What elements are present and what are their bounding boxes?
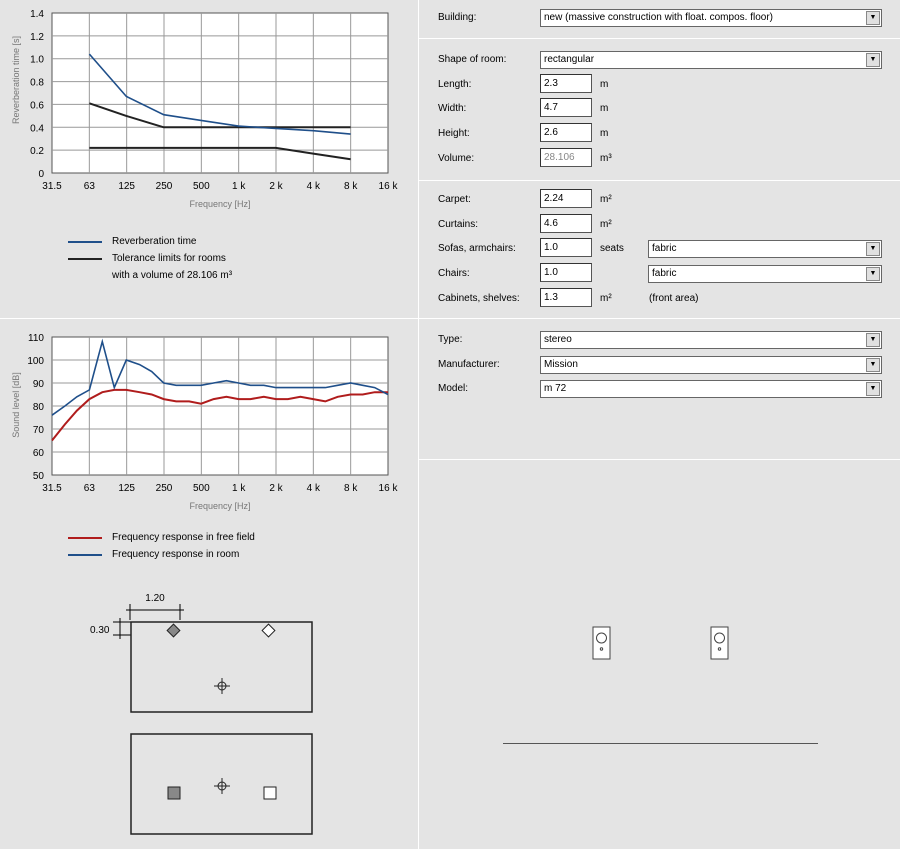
reverb-y-tick: 0.8 [30,77,44,89]
freq-x-ticks [42,483,398,494]
form-divider-2 [419,180,900,181]
form-divider-1 [419,38,900,39]
chairs-label: Chairs: [438,268,470,279]
volume-input [540,148,592,167]
freq-x-tick: 250 [155,483,173,494]
height-label: Height: [438,128,470,139]
reverb-x-tick: 63 [83,181,95,192]
cabinets-note: (front area) [649,293,699,304]
reverb-y-tick: 1.2 [30,31,44,43]
type-label: Type: [438,334,463,345]
reverb-x-tick: 2 k [269,181,283,192]
reverb-plot-area [52,13,388,173]
reverb-y-tick: 0.2 [30,146,44,158]
floor-line [503,743,818,744]
freq-x-tick: 2 k [269,483,283,494]
legend-tol-swatch [68,258,102,260]
legend-tol-label: Tolerance limits for rooms [112,253,226,264]
legend-free-label: Frequency response in free field [112,532,255,543]
model-label: Model: [438,383,469,394]
legend-room-label: Frequency response in room [112,549,240,560]
freq-x-tick: 4 k [306,483,321,494]
reverb-y-tick: 1.4 [30,9,44,20]
freq-y-tick: 80 [32,402,44,413]
sofas-label: Sofas, armchairs: [438,243,516,254]
freq-y-tick: 70 [32,425,44,436]
carpet-label: Carpet: [438,194,471,205]
legend-rt-label: Reverberation time [112,236,197,247]
legend-room-swatch [68,554,102,556]
reverb-x-tick: 8 k [343,181,358,192]
reverb-x-tick: 16 k [378,181,398,192]
building-select[interactable] [540,9,882,27]
freq-y-tick: 90 [32,379,44,390]
speaker-left-front-icon [168,787,180,799]
freq-x-tick: 31.5 [42,483,62,494]
freq-y-label: Sound level [dB] [11,372,21,438]
freq-x-tick: 500 [192,483,210,494]
reverb-x-tick: 31.5 [42,181,62,192]
manufacturer-label: Manufacturer: [438,359,500,370]
freq-y-ticks [27,333,44,482]
width-input[interactable] [540,98,592,117]
reverb-y-tick: 1.0 [30,54,44,66]
speaker-front-drawing [590,625,740,665]
dimension-depth-label: 0.30 [90,625,110,636]
length-unit: m [600,79,609,90]
chairs-material-value: fabric [652,268,677,279]
carpet-unit: m² [600,194,612,205]
freq-x-tick: 1 k [231,483,246,494]
cabinets-input[interactable] [540,288,592,307]
room-plan [80,585,340,845]
chevron-down-icon: ▼ [866,267,880,281]
reverb-x-tick: 1 k [231,181,246,192]
chairs-material-select[interactable] [648,265,882,283]
freq-y-tick: 50 [32,471,44,482]
freq-x-tick: 8 k [343,483,358,494]
freq-y-tick: 110 [28,333,44,344]
chevron-down-icon: ▼ [866,53,880,67]
reverb-grid [52,13,388,173]
model-select[interactable] [540,380,882,398]
building-value: new (massive construction with float. compos. floor) [544,12,773,23]
shape-label: Shape of room: [438,54,507,65]
sofas-material-value: fabric [652,243,677,254]
form-divider-3 [419,459,900,460]
reverb-y-label: Reverberation time [s] [11,35,21,125]
reverb-x-tick: 250 [155,181,173,192]
chevron-down-icon: ▼ [866,358,880,372]
vertical-divider [418,0,419,849]
reverb-x-tick: 4 k [306,181,321,192]
legend-tol-volume: with a volume of 28.106 m³ [112,270,233,281]
length-input[interactable] [540,74,592,93]
cabinets-label: Cabinets, shelves: [438,293,520,304]
sofas-unit: seats [600,243,624,254]
cabinets-unit: m² [600,293,612,304]
chairs-input[interactable] [540,263,592,282]
height-unit: m [600,128,609,139]
chevron-down-icon: ▼ [866,333,880,347]
type-value: stereo [544,334,572,345]
freq-y-tick: 100 [27,356,44,367]
carpet-input[interactable] [540,189,592,208]
speaker-right-front-icon [264,787,276,799]
curtains-unit: m² [600,219,612,230]
reverb-y-tick: 0 [38,169,44,180]
shape-select[interactable] [540,51,882,69]
manufacturer-select[interactable] [540,356,882,374]
sofas-material-select[interactable] [648,240,882,258]
reverb-x-ticks [42,181,398,192]
freq-x-tick: 16 k [378,483,398,494]
building-label: Building: [438,12,477,23]
chevron-down-icon: ▼ [866,242,880,256]
sofas-input[interactable] [540,238,592,257]
legend-rt-swatch [68,241,102,243]
length-label: Length: [438,79,472,90]
curtains-label: Curtains: [438,219,479,230]
reverb-x-tick: 500 [192,181,210,192]
height-input[interactable] [540,123,592,142]
volume-label: Volume: [438,153,475,164]
legend-free-swatch [68,537,102,539]
chevron-down-icon: ▼ [866,11,880,25]
model-value: m 72 [544,383,567,394]
freq-x-tick: 125 [118,483,136,494]
width-unit: m [600,103,609,114]
type-select[interactable] [540,331,882,349]
manufacturer-value: Mission [544,359,578,370]
room-top-view [131,622,312,712]
volume-unit: m³ [600,153,612,164]
reverb-x-label: Frequency [Hz] [189,199,251,209]
freq-grid [52,337,388,475]
reverb-x-tick: 125 [118,181,136,192]
freq-x-label: Frequency [Hz] [189,501,251,511]
curtains-input[interactable] [540,214,592,233]
freq-y-tick: 60 [32,448,44,459]
dimension-width-label: 1.20 [145,593,165,604]
reverb-y-tick: 0.4 [30,123,44,135]
chevron-down-icon: ▼ [866,382,880,396]
freq-x-tick: 63 [83,483,95,494]
width-label: Width: [438,103,467,114]
shape-value: rectangular [544,54,595,65]
reverb-y-tick: 0.6 [30,100,44,112]
freq-chart [0,318,418,518]
reverb-y-ticks [30,9,44,180]
